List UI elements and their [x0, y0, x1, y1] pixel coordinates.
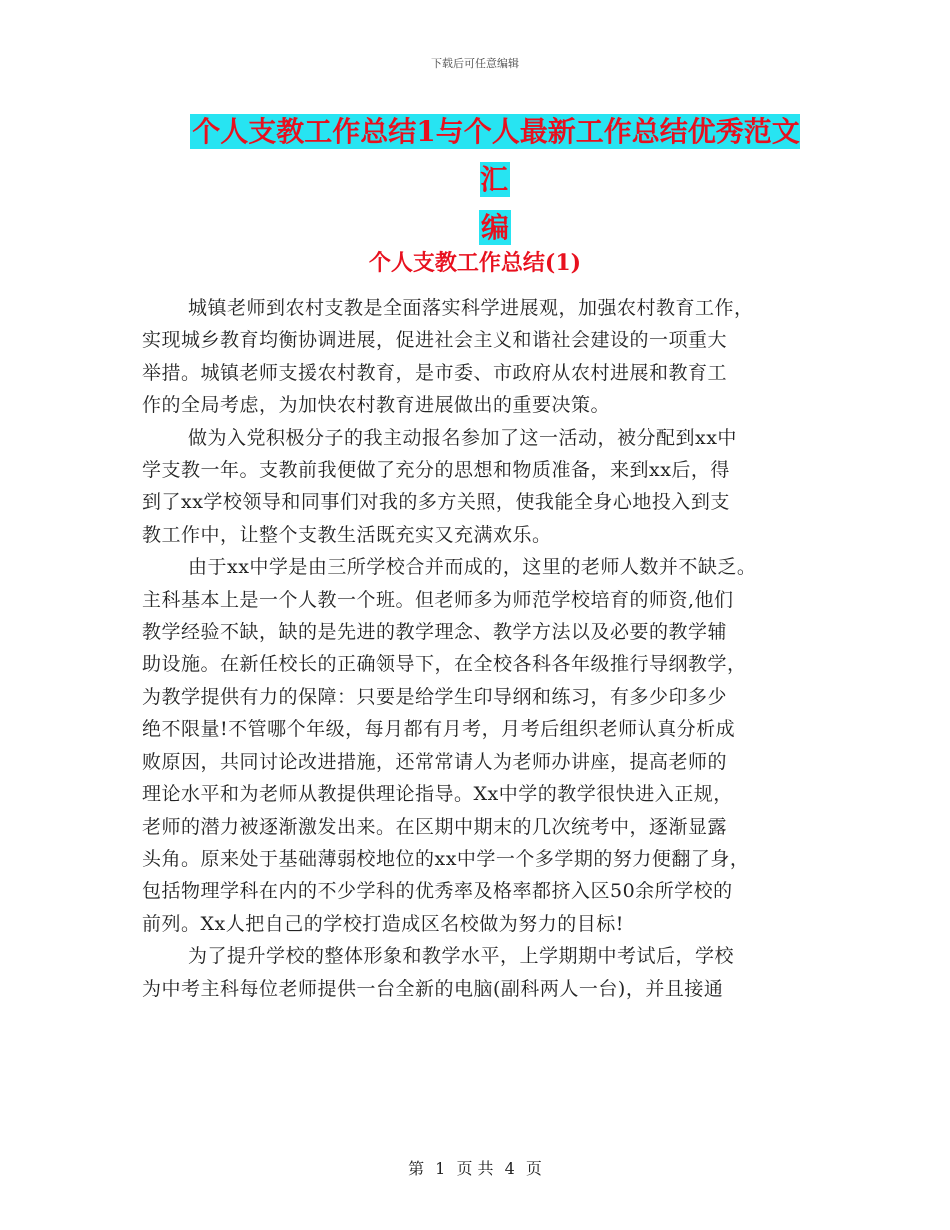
- paragraph-line: 主科基本上是一个人教一个班。但老师多为师范学校培育的师资,他们: [142, 588, 734, 611]
- paragraph-line: 为教学提供有力的保障：只要是给学生印导纲和练习，有多少印多少: [142, 685, 728, 708]
- paragraph-2: [142, 422, 812, 552]
- paragraph-line: 城镇老师到农村支教是全面落实科学进展观，加强农村教育工作，: [188, 297, 754, 319]
- paragraph-1: [142, 292, 812, 422]
- paragraph-line: 实现城乡教育均衡协调进展，促进社会主义和谐社会建设的一项重大: [142, 329, 728, 352]
- paragraph-4: [142, 940, 812, 1005]
- paragraph-line: 学支教一年。支教前我便做了充分的思想和物质准备，来到xx后，得: [142, 459, 730, 482]
- header-note: 下载后可任意编辑: [431, 57, 519, 70]
- paragraph-line: 教工作中，让整个支教生活既充实又充满欢乐。: [142, 523, 552, 546]
- paragraph-line: 教学经验不缺，缺的是先进的教学理念、教学方法以及必要的教学辅: [142, 621, 728, 644]
- article-body: [142, 292, 812, 1005]
- paragraph-3: [142, 551, 812, 940]
- paragraph-line: 理论水平和为老师从教提供理论指导。Xx中学的教学很快进入正规，: [142, 783, 733, 806]
- paragraph-line: 头角。原来处于基础薄弱校地位的xx中学一个多学期的努力便翻了身，: [142, 847, 750, 870]
- page-number: 1: [435, 1159, 446, 1178]
- paragraph-line: 做为入党积极分子的我主动报名参加了这一活动，被分配到xx中: [188, 426, 737, 449]
- page-total: 4: [504, 1159, 515, 1178]
- paragraph-line: 包括物理学科在内的不少学科的优秀率及格率都挤入区50余所学校的: [142, 880, 733, 903]
- paragraph-line: 绝不限量!不管哪个年级，每月都有月考，月考后组织老师认真分析成: [142, 718, 736, 741]
- page-footer: [0, 1156, 950, 1179]
- document-title-line-2: 编: [480, 211, 509, 244]
- paragraph-line: 为了提升学校的整体形象和教学水平，上学期期中考试后，学校: [188, 945, 735, 968]
- page-footer-middle: 页 共: [456, 1159, 494, 1178]
- document-title-line-1: 个人支教工作总结1与个人最新工作总结优秀范文汇: [192, 115, 800, 196]
- paragraph-line: 前列。Xx人把自己的学校打造成区名校做为努力的目标!: [142, 912, 624, 935]
- paragraph-line: 败原因，共同讨论改进措施，还常常请人为老师办讲座，提高老师的: [142, 750, 728, 773]
- paragraph-line: 助设施。在新任校长的正确领导下，在全校各科各年级推行导纲教学，: [142, 653, 747, 676]
- page-footer-prefix: 第: [408, 1159, 425, 1178]
- paragraph-line: 作的全局考虑，为加快农村教育进展做出的重要决策。: [142, 394, 611, 417]
- paragraph-line: 到了xx学校领导和同事们对我的多方关照，使我能全身心地投入到支: [142, 491, 730, 514]
- paragraph-line: 举措。城镇老师支援农村教育，是市委、市政府从农村进展和教育工: [142, 361, 728, 384]
- section-title: 个人支教工作总结(1): [368, 250, 582, 276]
- paragraph-line: 老师的潜力被逐渐激发出来。在区期中期末的几次统考中，逐渐显露: [142, 815, 728, 838]
- document-title: [180, 108, 810, 252]
- paragraph-line: 为中考主科每位老师提供一台全新的电脑(副科两人一台)，并且接通: [142, 977, 724, 1000]
- page-footer-suffix: 页: [525, 1159, 542, 1178]
- paragraph-line: 由于xx中学是由三所学校合并而成的，这里的老师人数并不缺乏。: [188, 556, 757, 579]
